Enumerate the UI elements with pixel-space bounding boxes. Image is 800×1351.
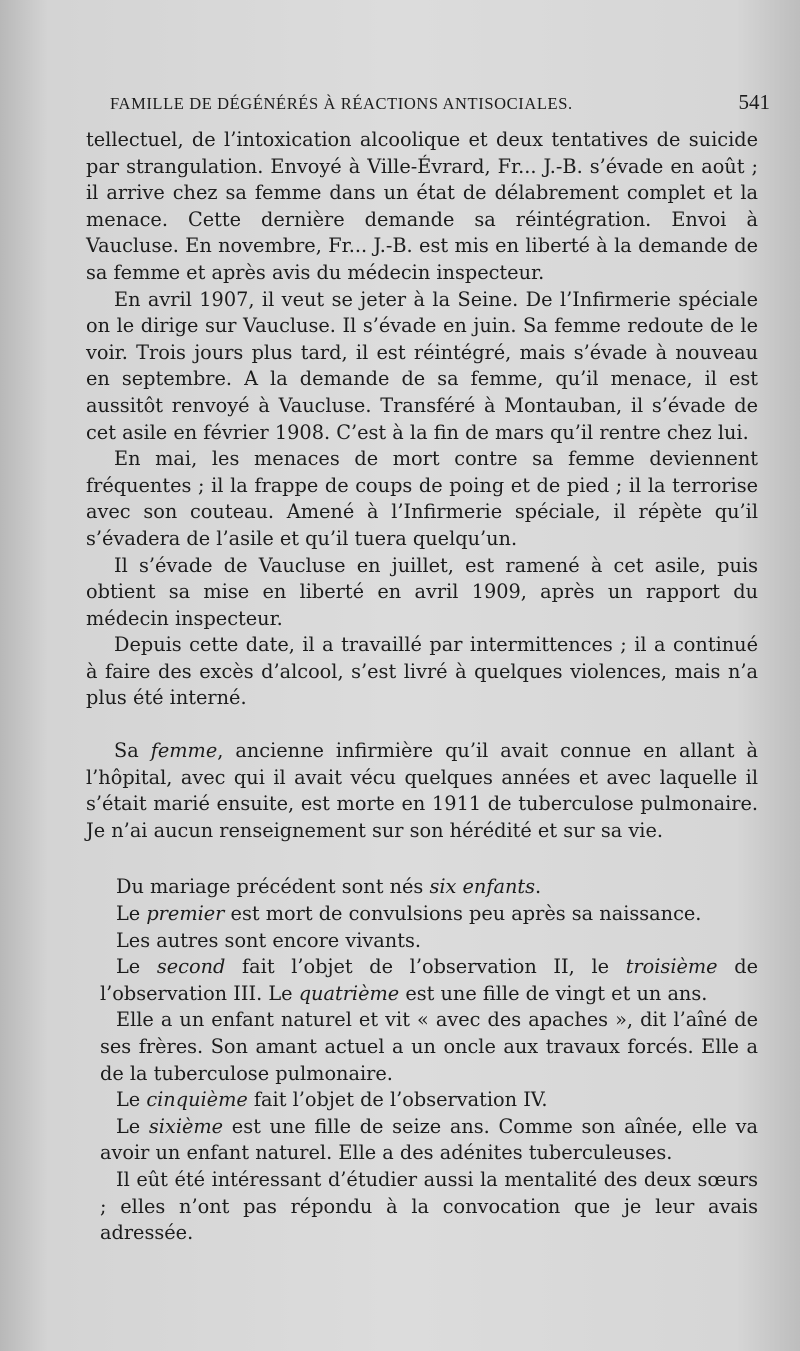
page-body [86,127,758,1247]
running-header [110,90,770,114]
text-run: Le [116,902,147,926]
italic-term: sixième [148,1114,224,1138]
text-run: est une fille de seize ans. Comme son aînée, elle va avoir un enfant naturel. Elle a des adénites tuberculeuses. [100,1114,758,1165]
paragraph-conclusion: Il eût été intéressant d’étudier aussi la mentalité des deux sœurs ; elles n’ont pas répondu à la convocation que je leur avais adressée. [100,1167,758,1245]
text-run: fait l’objet de l’observation IV. [247,1088,548,1112]
text-run: Le [116,1114,149,1138]
italic-term: six enfants [429,875,536,899]
text-run: de l’observation III. Le [100,955,759,1005]
text-run: fait l’objet de l’observation II, le [225,955,626,979]
italic-term: quatrième [298,981,400,1005]
paragraph-premier [100,901,758,928]
paragraph-continuation: tellectuel, de l’intoxication alcoolique et deux tentatives de suicide par strangulation. Envoyé à Ville-Évrard, Fr... J.-B. s’évade en août ; il arrive chez sa femme dans un état de délabrement complet et la menace. Cette dernière demande sa réintégration. Envoi à Vaucluse. En novembre, Fr... J.-B. est mis en liberté à la demande de sa femme et après avis du médecin inspecteur. [86,128,758,284]
text-run: Du mariage précédent sont nés [116,875,430,899]
paragraph-enfant-naturel: Elle a un enfant naturel et vit « avec des apaches », dit l’aîné de ses frères. Son amant actuel a un oncle aux travaux forcés. Elle a de la tuberculose pulmonaire. [100,1008,758,1085]
italic-term: femme [150,739,218,763]
paragraph-depuis: Depuis cette date, il a travaillé par intermittences ; il a continué à faire des excès d’alcool, s’est livré à quelques violences, mais n’a plus été interné. [86,633,758,710]
italic-term: premier [146,902,225,926]
paragraph-sixieme [100,1114,758,1167]
text-run: , ancienne infirmière qu’il avait connue en allant à l’hôpital, avec qui il avait vécu quelques années et avec laquelle il s’était marié ensuite, est morte en 1911 de tuberculose pulmonaire. Je n’ai aucun renseignement sur son hérédité et sur sa vie. [86,739,758,842]
children-section [100,874,758,1246]
paragraph-avril-1907: En avril 1907, il veut se jeter à la Seine. De l’Infirmerie spéciale on le dirige sur Vaucluse. Il s’évade en juin. Sa femme redoute de le voir. Trois jours plus tard, il est réintégré, mais s’évade à nouveau en septembre. A la demande de sa femme, qu’il menace, il est aussitôt renvoyé à Vaucluse. Transféré à Montauban, il s’évade de cet asile en février 1908. C’est à la fin de mars qu’il rentre chez lui. [86,287,758,444]
paragraph-cinquieme [100,1087,758,1114]
text-run: Le [116,1088,147,1112]
italic-term: cinquième [146,1088,248,1112]
text-run: . [535,875,542,899]
paragraph-mai: En mai, les menaces de mort contre sa femme deviennent fréquentes ; il la frappe de coups de poing et de pied ; il la terrorise avec son couteau. Amené à l’Infirmerie spéciale, il répète qu’il s’évadera de l’asile et qu’il tuera quelqu’un. [86,447,758,550]
paragraph-femme [86,738,758,844]
paragraph-juillet: Il s’évade de Vaucluse en juillet, est ramené à cet asile, puis obtient sa mise en liberté en avril 1909, après un rapport du médecin inspecteur. [86,553,758,630]
text-run: Sa [114,739,151,763]
paragraph-autres: Les autres sont encore vivants. [116,928,421,952]
page-number: 541 [738,90,770,114]
paragraph-second [100,954,758,1007]
running-title: FAMILLE DE DÉGÉNÉRÉS À RÉACTIONS ANTISOCIALES. [110,94,573,113]
italic-term: troisième [625,955,718,979]
text-run: Le [116,955,157,979]
text-run: est une fille de vingt et un ans. [399,981,708,1005]
italic-term: second [156,955,226,979]
paragraph-enfants-intro [100,874,758,901]
text-run: est mort de convulsions peu après sa naissance. [224,902,702,926]
